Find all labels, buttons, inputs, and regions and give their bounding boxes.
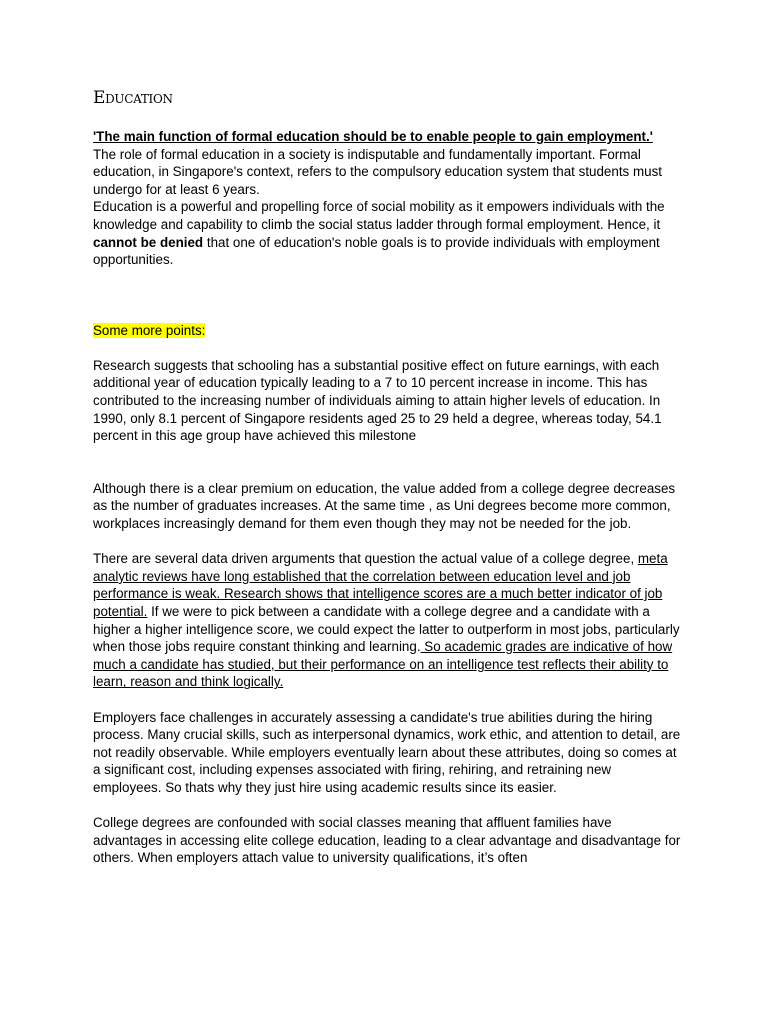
arguments-text-1: There are several data driven arguments that question the actual value of a college degree, — [93, 551, 638, 567]
spacer — [93, 691, 683, 709]
arguments-text-2: If we were to pick between a candidate with a college degree and a candidate with a higher a higher intelligence score, we could expect the latter to outperform in most jobs, particularly when those jobs require constant thinking and learning. — [93, 604, 680, 655]
highlighted-label: Some more points: — [93, 322, 206, 338]
spacer — [93, 533, 683, 551]
spacer — [93, 269, 683, 304]
premium-paragraph: Although there is a clear premium on education, the value added from a college degree decreases as the number of graduates increases. At the same time , as Uni degrees become more common, workplaces increasingly demand for them even though they may not be needed for the job. — [93, 480, 676, 532]
spacer — [93, 445, 683, 480]
arguments-paragraph — [93, 550, 683, 691]
arguments-underlined-1: meta analytic reviews have long established that the correlation between education level and job performance is weak. Research shows that intelligence scores are a much better indicator of job potential. — [93, 551, 668, 620]
essay-question: 'The main function of formal education should be to enable people to gain employment.' — [93, 129, 653, 144]
spacer — [93, 304, 683, 322]
intro-paragraph-1: The role of formal education in a society is indisputable and fundamentally important. Formal education, in Singapore's context, refers to the compulsory education system that students must undergo for at least 6 years. — [93, 146, 662, 197]
intro-paragraph-2 — [93, 198, 683, 268]
college-paragraph: College degrees are confounded with social classes meaning that affluent families have advantages in accessing elite college education, leading to a clear advantage and disadvantage for others. When employers attach value to university qualifications, it’s often — [93, 815, 681, 866]
intro-text-after: that one of education's noble goals is to provide individuals with employment opportunities. — [93, 234, 660, 268]
intro-bold-phrase: cannot be denied — [93, 234, 204, 250]
intro-text-before: Education is a powerful and propelling force of social mobility as it empowers individuals with the knowledge and capability to climb the social status ladder through formal employment. Hence, it — [93, 199, 665, 232]
research-paragraph: Research suggests that schooling has a substantial positive effect on future earnings, with each additional year of education typically leading to a 7 to 10 percent increase in income. This has contributed to the increasing number of individuals aiming to attain higher levels of education. In 1990, only 8.1 percent of Singapore residents aged 25 to 29 held a degree, whereas today, 54.1 percent in this age group have achieved this milestone — [93, 357, 662, 444]
more-points-label-line — [93, 322, 683, 340]
document-page — [93, 86, 683, 867]
spacer — [93, 797, 683, 815]
arguments-underlined-2: So academic grades are indicative of how much a candidate has studied, but their performance on an intelligence test reflects their ability to learn, reason and think logically. — [93, 639, 673, 690]
spacer — [93, 339, 683, 357]
employers-paragraph: Employers face challenges in accurately assessing a candidate's true abilities during the hiring process. Many crucial skills, such as interpersonal dynamics, work ethic, and attention to detail, are not readily observable. While employers eventually learn about these attributes, doing so comes at a significant cost, including expenses associated with firing, rehiring, and retraining new employees. So thats why they just hire using academic results since its easier. — [93, 709, 681, 795]
document-heading: Education — [93, 88, 173, 108]
